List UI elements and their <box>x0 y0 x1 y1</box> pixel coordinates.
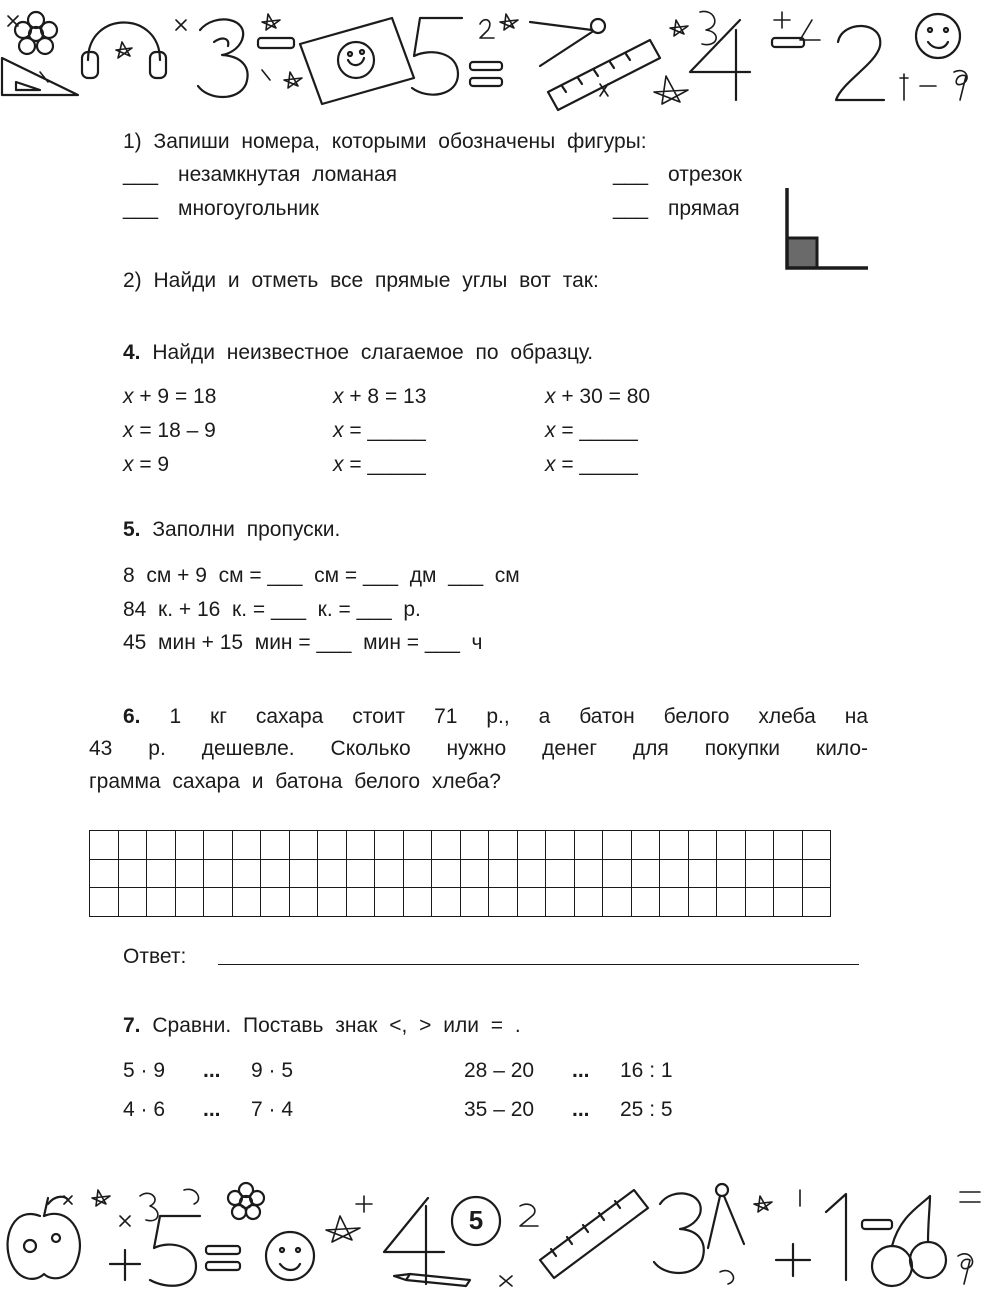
task3-part1-prompt: 1) Запиши номера, которыми обозначены фигуры: <box>123 130 647 153</box>
compare-left-b: 9 · 5 <box>251 1059 294 1082</box>
task4-title: Найди неизвестное слагаемое по образцу. <box>152 341 594 364</box>
compare-right-a: 35 – 20 <box>464 1098 535 1121</box>
digit-4-icon <box>690 20 750 100</box>
minus-sign-icon <box>772 38 804 47</box>
answer-blank[interactable]: ___ <box>123 197 159 220</box>
smiley-face-icon <box>916 14 960 58</box>
compass-icon <box>530 19 605 66</box>
task4-col1-step2: x = 9 <box>123 453 170 476</box>
bottom-doodle-border <box>0 1176 987 1300</box>
task7-heading <box>123 1015 521 1036</box>
task4-heading <box>123 342 593 363</box>
smiley-face-icon <box>266 1232 314 1280</box>
answer-grid[interactable] <box>89 830 831 917</box>
pencil-icon <box>394 1274 470 1286</box>
plus-sign-icon <box>110 1250 140 1280</box>
task3-part2-prompt: 2) Найди и отметь все прямые углы вот так: <box>123 269 599 292</box>
right-angle-mark-icon <box>778 184 872 274</box>
task4-col3-step2[interactable]: x = _____ <box>545 453 638 476</box>
task5-line-1[interactable]: 8 см + 9 см = ___ см = ___ дм ___ см <box>123 564 520 587</box>
task4-col2-step2[interactable]: x = _____ <box>333 453 426 476</box>
task6-line-2: 43 р. дешевле. Сколько нужно денег для покупки кило- <box>89 737 868 760</box>
label-segment: отрезок <box>668 163 742 186</box>
label-polygon: многоугольник <box>178 197 319 220</box>
task6-number: 6. <box>123 705 141 728</box>
task6-line-1: 6. 1 кг сахара стоит 71 р., а батон белого хлеба на <box>123 705 868 728</box>
plus-sign-icon <box>776 1244 810 1276</box>
task5-title: Заполни пропуски. <box>152 518 341 541</box>
task4-col1-step1: x = 18 – 9 <box>123 419 216 442</box>
page-number: 5 <box>468 1205 484 1235</box>
label-open-polyline: незамкнутая ломаная <box>178 163 398 186</box>
answer-blank[interactable]: ___ <box>123 163 159 186</box>
small-doodles-icon <box>8 11 967 104</box>
compass-icon <box>708 1184 744 1248</box>
equals-sign-icon <box>206 1246 240 1270</box>
digit-2-icon <box>836 26 884 100</box>
ruler-icon <box>540 1190 648 1278</box>
compare-left-b: 7 · 4 <box>251 1098 294 1121</box>
digit-3-icon <box>198 19 248 97</box>
task5-number: 5. <box>123 518 141 541</box>
flower-icon <box>228 1183 264 1219</box>
compare-dots[interactable]: ... <box>203 1059 221 1082</box>
compare-left-a: 4 · 6 <box>123 1098 166 1121</box>
label-line: прямая <box>668 197 740 220</box>
compare-dots[interactable]: ... <box>572 1059 590 1082</box>
compare-dots[interactable]: ... <box>203 1098 221 1121</box>
flower-icon <box>15 12 57 54</box>
task4-col3-eq: x + 30 = 80 <box>545 385 651 408</box>
apple-icon <box>8 1197 80 1279</box>
task5-heading <box>123 519 340 540</box>
task6-line-3: грамма сахара и батона белого хлеба? <box>89 770 501 793</box>
compare-right-a: 28 – 20 <box>464 1059 535 1082</box>
task7-number: 7. <box>123 1014 141 1037</box>
task4-col2-step1[interactable]: x = _____ <box>333 419 426 442</box>
task5-line-2[interactable]: 84 к. + 16 к. = ___ к. = ___ р. <box>123 598 421 621</box>
digit-4-icon <box>384 1198 444 1284</box>
task4-number: 4. <box>123 341 141 364</box>
minus-sign-icon <box>258 38 294 48</box>
answer-blank[interactable]: ___ <box>613 197 649 220</box>
answer-blank[interactable]: ___ <box>613 163 649 186</box>
cherry-icon <box>872 1196 946 1286</box>
set-square-icon <box>2 58 78 95</box>
banknote-icon <box>300 18 414 104</box>
digit-5-icon <box>150 1216 200 1286</box>
task4-col3-step1[interactable]: x = _____ <box>545 419 638 442</box>
compare-right-b: 16 : 1 <box>620 1059 673 1082</box>
top-doodle-border <box>0 0 987 120</box>
task4-col1-eq: x + 9 = 18 <box>123 385 217 408</box>
digit-1-icon <box>826 1194 846 1280</box>
digit-5-icon <box>412 18 462 95</box>
digit-3-icon <box>654 1193 704 1273</box>
task4-col2-eq: x + 8 = 13 <box>333 385 427 408</box>
compare-dots[interactable]: ... <box>572 1098 590 1121</box>
answer-label: Ответ: <box>123 945 187 968</box>
headphones-icon <box>82 23 166 79</box>
compare-right-b: 25 : 5 <box>620 1098 673 1121</box>
task5-line-3[interactable]: 45 мин + 15 мин = ___ мин = ___ ч <box>123 631 483 654</box>
small-doodles-icon <box>64 1189 980 1286</box>
compare-left-a: 5 · 9 <box>123 1059 166 1082</box>
task7-title: Сравни. Поставь знак <, > или = . <box>152 1014 521 1037</box>
minus-sign-icon <box>862 1220 892 1229</box>
answer-line[interactable] <box>218 964 859 965</box>
equals-sign-icon <box>470 62 502 86</box>
